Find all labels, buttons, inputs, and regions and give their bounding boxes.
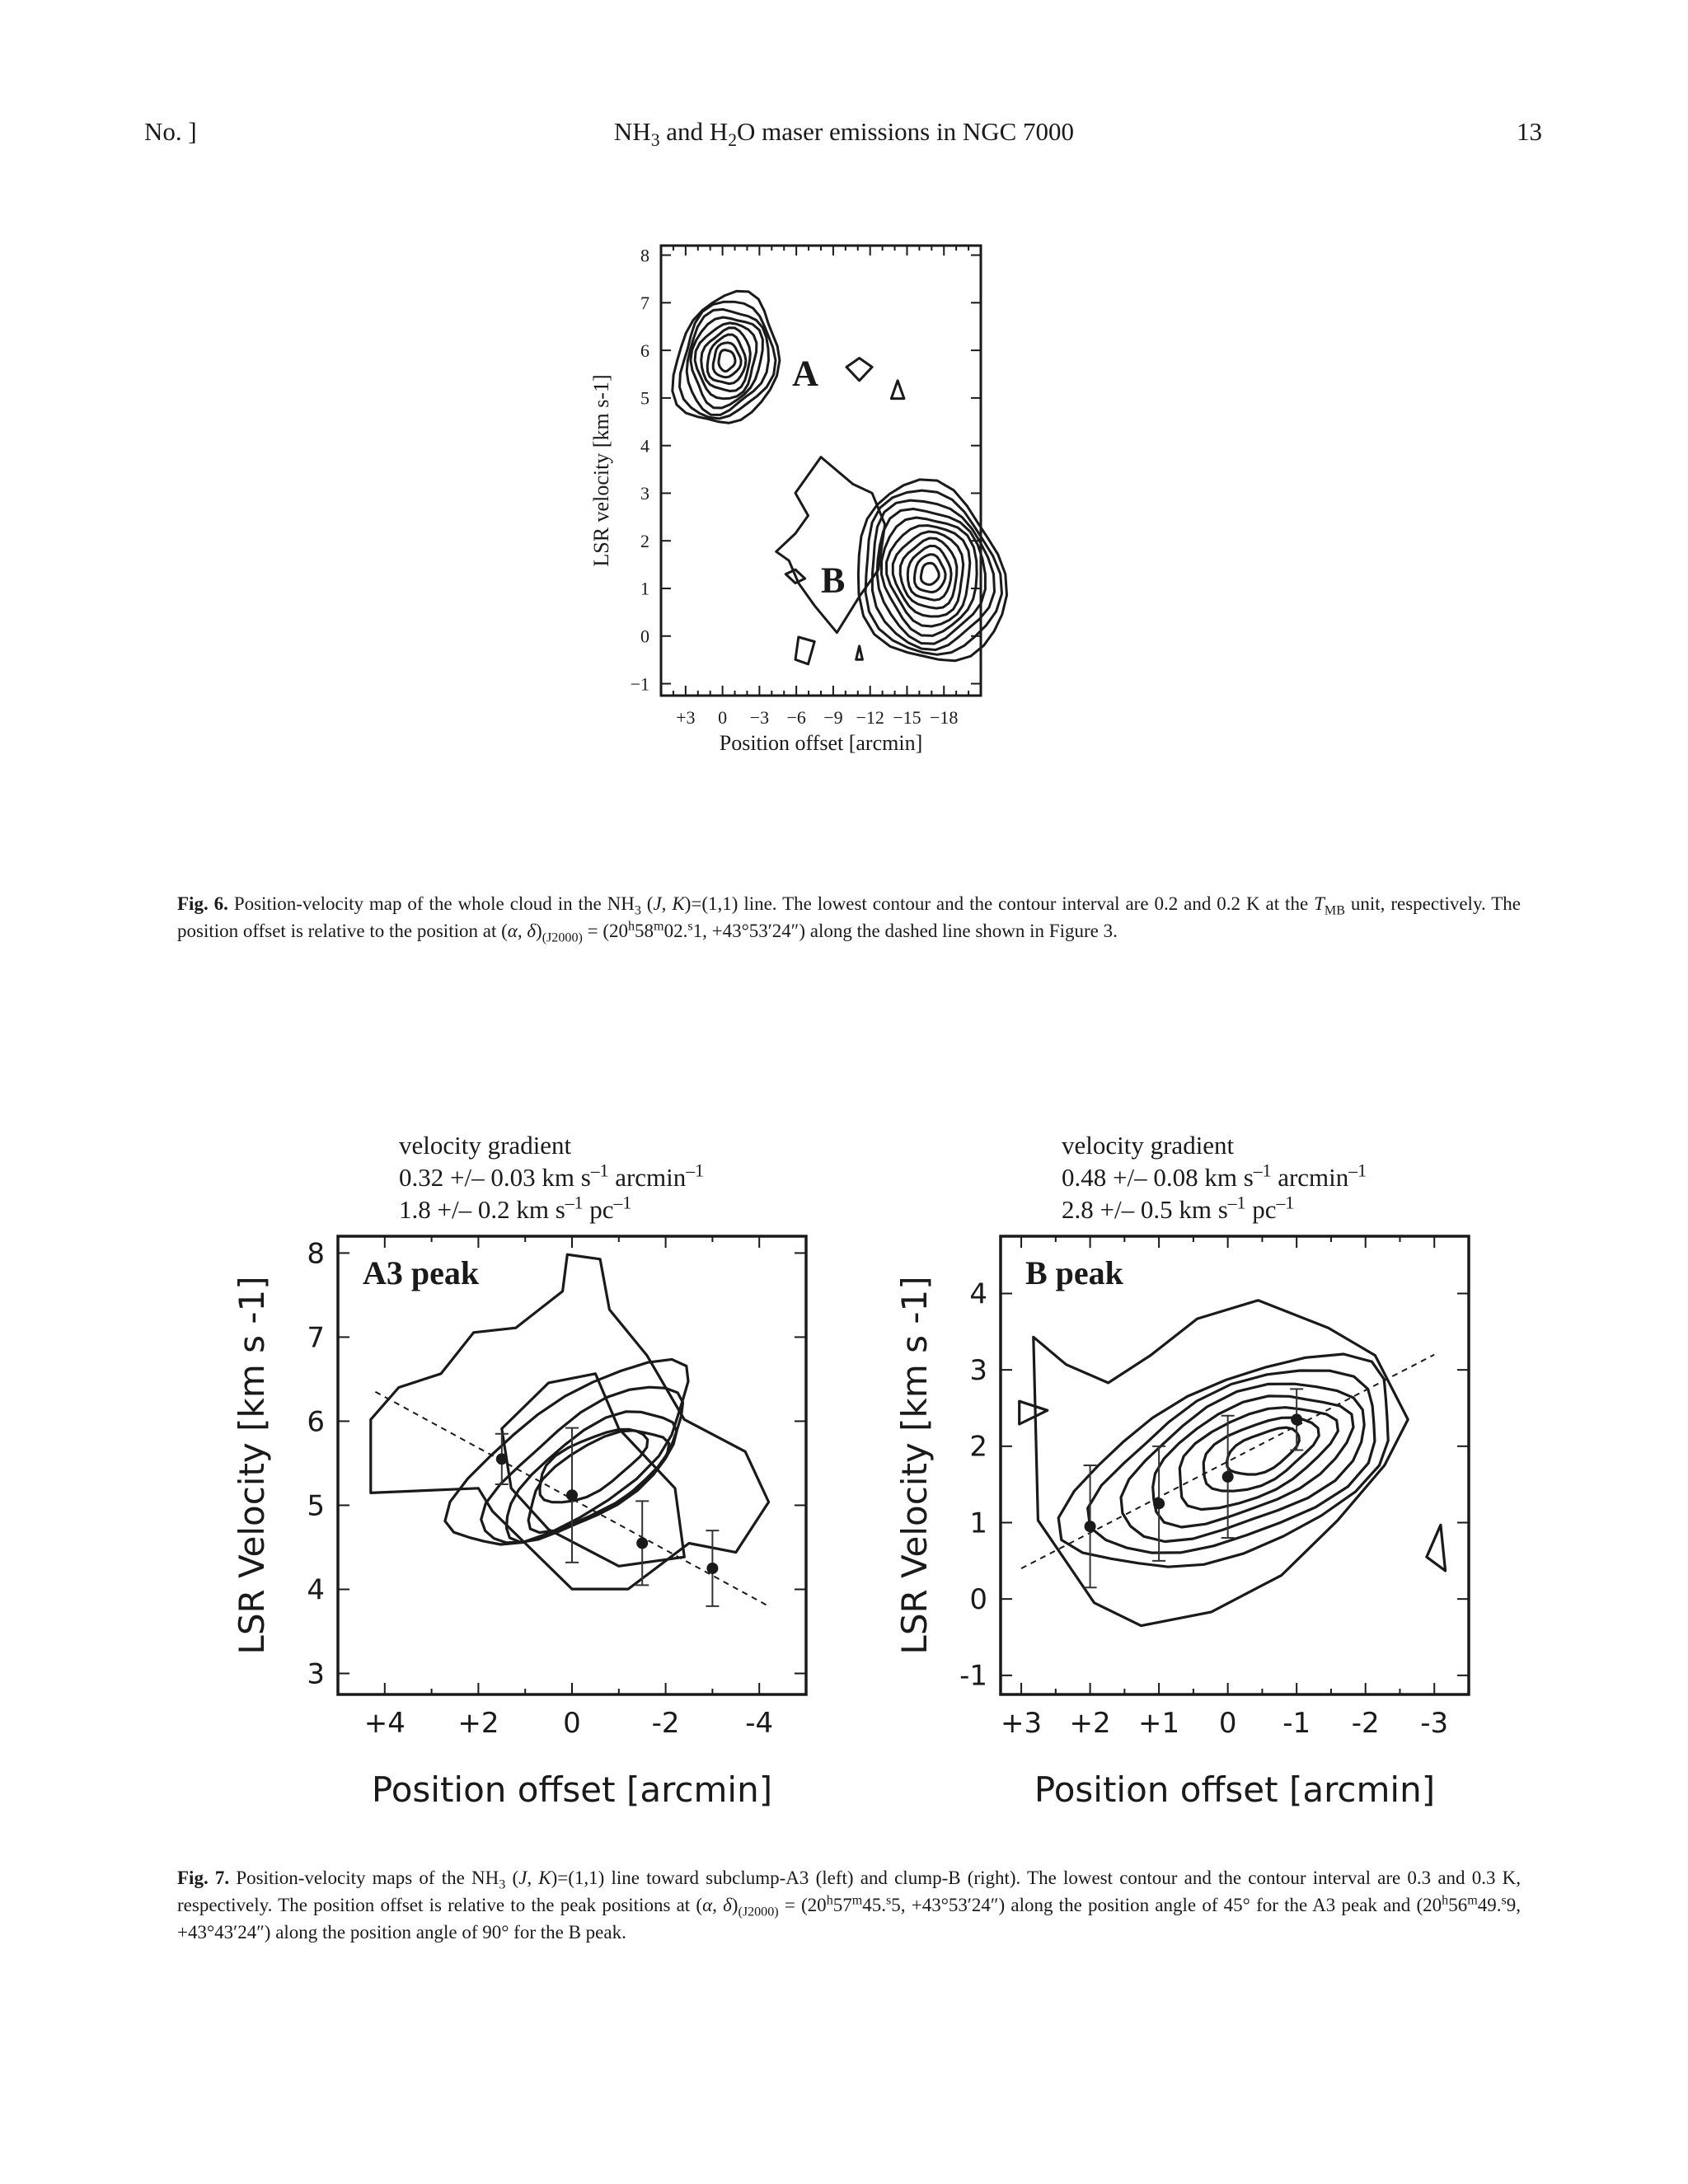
figure7-caption-label: Fig. 7.: [177, 1868, 230, 1888]
contour-small: [1427, 1525, 1446, 1571]
x-tick-label: +2: [457, 1707, 499, 1740]
contour: [502, 1374, 685, 1567]
x-tick-label: +3: [1000, 1707, 1043, 1740]
contour: [1121, 1384, 1364, 1541]
panel-a3-gradient-line1: 0.32 +/– 0.03 km $s^{-1}$ arcmin$^{-1}$: [399, 1160, 704, 1192]
figure6-caption: [177, 890, 1521, 944]
y-tick-label: 2: [969, 1430, 987, 1464]
figure7-panel-b: [877, 1220, 1487, 1846]
y-tick-label: 5: [640, 387, 649, 409]
panel-a3-data: [375, 1392, 768, 1606]
y-tick-label: 6: [640, 340, 649, 361]
contour-b: [914, 555, 945, 593]
x-tick-label: −9: [823, 707, 843, 728]
contour-small: [795, 637, 814, 664]
panel-title: A3 peak: [363, 1254, 480, 1291]
x-tick-label: 0: [1218, 1707, 1237, 1740]
panel-b-gradient-line2: 2.8 +/– 0.5 km $s^{-1}$ $pc^{-1}$: [1062, 1193, 1295, 1224]
y-tick-label: 3: [969, 1354, 987, 1388]
y-tick-label: 3: [640, 483, 649, 504]
data-point: [566, 1489, 578, 1501]
contour: [507, 1412, 678, 1543]
x-tick-label: -3: [1420, 1707, 1449, 1740]
data-point: [1222, 1471, 1234, 1483]
x-tick-label: +2: [1069, 1707, 1111, 1740]
x-tick-label: +4: [363, 1707, 406, 1740]
data-point: [706, 1563, 718, 1574]
figure6-axes: [589, 245, 981, 755]
plot-frame: [1001, 1236, 1469, 1694]
contour: [1058, 1354, 1388, 1567]
y-tick-label: 6: [307, 1405, 325, 1439]
x-tick-label: -2: [1351, 1707, 1380, 1740]
y-tick-label: 8: [307, 1237, 325, 1271]
y-tick-label: 3: [307, 1657, 325, 1691]
contour-small: [1020, 1401, 1048, 1424]
y-tick-label: −1: [630, 673, 649, 695]
x-axis-label: Position offset [arcmin]: [719, 731, 923, 755]
x-axis-label: Position offset [arcmin]: [371, 1769, 773, 1810]
panel-a3-gradient-annotation: [399, 1129, 704, 1226]
panel-b-gradient-line1: 0.48 +/– 0.08 km $s^{-1}$ arcmin$^{-1}$: [1062, 1160, 1367, 1192]
x-tick-label: 0: [718, 707, 728, 728]
running-header-title: $NH_3$ and $H_2O$ maser emissions in NGC 7000: [613, 117, 1075, 151]
x-tick-label: +1: [1138, 1707, 1180, 1740]
contour-small: [846, 359, 872, 381]
y-tick-label: 4: [307, 1573, 325, 1607]
x-tick-label: −3: [749, 707, 770, 728]
y-tick-label: 0: [640, 626, 649, 647]
data-point: [1153, 1497, 1165, 1509]
x-tick-label: −12: [856, 707, 884, 728]
contour-small: [891, 381, 904, 399]
contour-b: [893, 532, 963, 616]
panel-b-contours: [1020, 1301, 1446, 1626]
data-point: [1085, 1521, 1096, 1532]
panel-title: B peak: [1025, 1254, 1123, 1291]
figure7-panel-a3: [214, 1220, 824, 1846]
panel-a3-gradient-line2: 1.8 +/– 0.2 km $s^{-1}$ $pc^{-1}$: [399, 1193, 632, 1224]
x-axis-label: Position offset [arcmin]: [1034, 1769, 1436, 1810]
x-tick-label: -2: [651, 1707, 680, 1740]
figure7-caption-text: Position-velocity maps of the $NH_3$ (J, K)=(1,1) line toward subclump-A3 (left) and clump-B (right). The lowest contour and the contour interval are 0.3 and 0.3 K, respectively. The position offset is relative to the peak positions at (α, $\delta)_{(J2000)} = (20^h57^m45.^s5$, +43°53′24″) along the position angle of 45° for the A3 peak and ($20^h56^m49.^s9$, +43°43′24″) along the position angle of 90° for the B peak.: [177, 1868, 1521, 1943]
y-axis-label: LSR Velocity [km s -1]: [894, 1276, 935, 1655]
peak-label-a: A: [792, 353, 818, 394]
panel-a3-axes: [232, 1236, 806, 1810]
x-tick-label: -4: [745, 1707, 774, 1740]
figure6-peak-labels: [792, 353, 845, 600]
x-tick-label: −18: [930, 707, 959, 728]
peak-label-b: B: [821, 560, 846, 601]
panel-a3-gradient-heading: velocity gradient: [399, 1131, 572, 1160]
contour-b: [921, 563, 939, 584]
figure6-caption-label: Fig. 6.: [177, 893, 228, 914]
x-tick-label: 0: [563, 1707, 581, 1740]
y-tick-label: 5: [307, 1489, 325, 1523]
panel-b-axes: [894, 1236, 1469, 1810]
y-tick-label: 4: [969, 1277, 987, 1311]
x-tick-label: -1: [1282, 1707, 1311, 1740]
data-point: [636, 1537, 648, 1549]
y-tick-label: 4: [640, 435, 649, 457]
data-point: [1291, 1413, 1302, 1425]
y-tick-label: 0: [969, 1583, 987, 1617]
data-point: [496, 1453, 508, 1465]
y-tick-label: 2: [640, 530, 649, 551]
y-tick-label: 1: [640, 578, 649, 599]
contour-a: [719, 350, 735, 372]
y-tick-label: 1: [969, 1507, 987, 1540]
x-tick-label: +3: [676, 707, 696, 728]
y-tick-label: 7: [307, 1321, 325, 1355]
figure6-chart: [528, 231, 1170, 857]
figure7-caption: [177, 1864, 1521, 1946]
y-axis-label: LSR velocity [km s-1]: [589, 374, 613, 567]
page-number: 13: [1517, 117, 1542, 146]
figure6-contours: [673, 291, 1007, 664]
panel-b-gradient-annotation: [1062, 1129, 1367, 1226]
y-tick-label: -1: [959, 1659, 987, 1693]
contour-small: [856, 646, 863, 659]
y-tick-label: 8: [640, 245, 649, 266]
panel-a3-contours: [371, 1254, 769, 1589]
panel-b-gradient-heading: velocity gradient: [1062, 1131, 1235, 1160]
y-axis-label: LSR Velocity [km s -1]: [232, 1276, 272, 1655]
y-tick-label: 7: [640, 293, 649, 314]
figure6-caption-text: Position-velocity map of the whole cloud in the $NH_3$ (J, K)=(1,1) line. The lowest contour and the contour interval are 0.2 and 0.2 K at the $T_{MB}$ unit, respectively. The position offset is relative to the position at (α, $\delta)_{(J2000)} = (20^h58^m02.^s1$, +43°53′24″) along the dashed line shown in Figure 3.: [177, 893, 1521, 945]
running-header-left: No. ]: [144, 117, 197, 146]
x-tick-label: −15: [893, 707, 921, 728]
x-tick-label: −6: [786, 707, 806, 728]
